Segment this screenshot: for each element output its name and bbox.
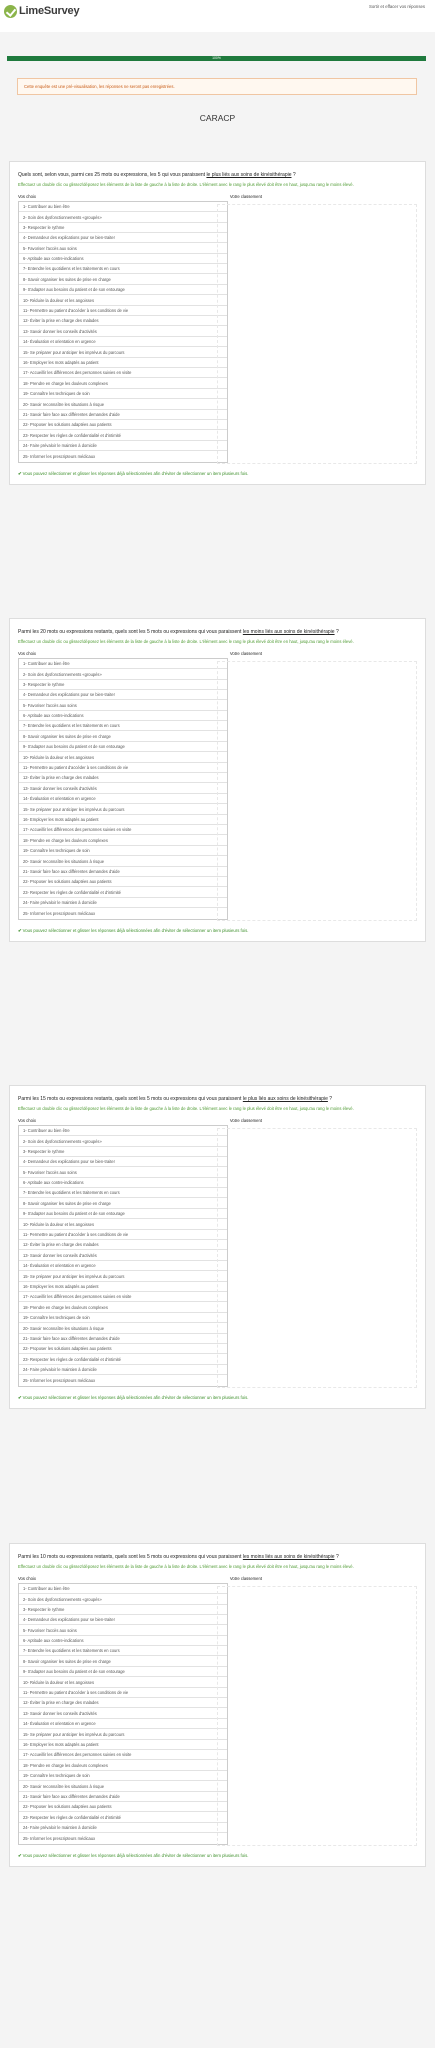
progress-bar [7,56,426,61]
choice-item[interactable]: 11- Permettre au patient d'accéder à ses conditions de vie [19,763,227,773]
choice-item[interactable]: 2- Soin des dysfonctionnements «groupés» [19,212,227,222]
choice-item[interactable]: 22- Proposer les solutions adaptées aux patients [19,877,227,887]
choice-item[interactable]: 2- Soin des dysfonctionnements «groupés» [19,669,227,679]
ranking-note-text: Vous pouvez sélectionner et glisser les réponses déjà sélectionnées afin d'éviter de sélectionner un item plusieurs fois. [22,1852,249,1858]
choice-item[interactable]: 12- Éviter la prise en charge des malades [19,1698,227,1708]
question-text-end: ? [334,629,339,635]
choices-header: Vos choix [18,1117,36,1123]
ranking-note [18,471,417,476]
choice-item[interactable]: 14- Évaluation et orientation en urgence [19,794,227,804]
ranking-note-text: Vous pouvez sélectionner et glisser les réponses déjà sélectionnées afin d'éviter de sélectionner un item plusieurs fois. [22,927,249,933]
choice-item[interactable]: 20- Savoir reconnaître les situations à risque [19,1323,227,1333]
ranking-dropzone[interactable] [217,1128,417,1388]
choice-item[interactable]: 1- Contribuer au bien être [19,202,227,212]
ranking-header: Votre classement [229,1117,262,1123]
ranking-header: Votre classement [229,193,262,199]
top-bar [0,0,435,32]
choice-item[interactable]: 19- Connaître les techniques de soin [19,1313,227,1323]
ranking-dropzone[interactable] [217,1586,417,1846]
choice-item[interactable]: 4- Demandeur des explications pour se bien-traiter [19,233,227,243]
ranking-header: Votre classement [229,650,262,656]
choice-item[interactable]: 15- Se préparer pour anticiper les imprévus du parcours [19,347,227,357]
choice-item[interactable]: 19- Connaître les techniques de soin [19,846,227,856]
choice-item[interactable]: 5- Favoriser l'accès aux soins [19,700,227,710]
choice-item[interactable]: 1- Contribuer au bien être [19,659,227,669]
question-text-end: ? [327,1096,333,1102]
choice-item[interactable]: 5- Favoriser l'accès aux soins [19,1167,227,1177]
choice-item[interactable]: 13- Savoir donner les conseils d'activités [19,1708,227,1718]
choice-item[interactable]: 17- Accueillir les différences des personnes suivies en visite [19,1292,227,1302]
choice-item[interactable]: 18- Prendre en charge les douleurs complexes [19,835,227,845]
choices-list [18,1125,228,1387]
preview-alert: Cette enquête est une pré-visualisation, les réponses ne seront pas enregistrées. [17,78,417,95]
choice-item[interactable]: 13- Savoir donner les conseils d'activités [19,1250,227,1260]
question-help: Effectuez un double clic ou glissez/déposez les éléments de la liste de gauche à la liste de droite. L'élément avec le rang le plus élevé doit être en haut, jusqu'au rang le moins élevé. [18,1106,354,1112]
choice-item[interactable]: 21- Savoir faire face aux différentes demandes d'aide [19,867,227,877]
choice-item[interactable]: 8- Savoir organiser les suites de prise en charge [19,1656,227,1666]
choice-item[interactable]: 20- Savoir reconnaître les situations à risque [19,1781,227,1791]
choice-item[interactable]: 19- Connaître les techniques de soin [19,1771,227,1781]
ranking-dropzone[interactable] [217,204,417,464]
choice-item[interactable]: 25- Informer les prescripteurs médicaux [23,1377,96,1383]
choice-item[interactable]: 7- Entendre les quotidiens et les traitements en cours [19,1188,227,1198]
question-card [9,1085,426,1409]
choice-item[interactable]: 22- Proposer les solutions adaptées aux patients [19,1344,227,1354]
progress-fill: 100% [7,56,426,61]
choices-list [18,658,228,920]
choice-item[interactable]: 1- Contribuer au bien être [19,1584,227,1594]
choice-item[interactable]: 6- Aptitude aux contre-indications [19,254,227,264]
question-text [18,172,417,178]
column-headers [18,1118,417,1123]
question-card [9,1543,426,1867]
column-headers [18,651,417,656]
choice-item[interactable]: 5- Favoriser l'accès aux soins [19,243,227,253]
question-highlight: les moins liés aux soins de kinésithérapie [242,1554,335,1560]
choice-item[interactable]: 25- Informer les prescripteurs médicaux [23,1835,96,1841]
choice-item[interactable]: 23- Respecter les règles de confidentialité et d'intimité [19,887,227,897]
choice-item[interactable]: 24- Faire prévaloir le maintien à domicile [19,1365,227,1375]
choice-item[interactable]: 17- Accueillir les différences des personnes suivies en visite [19,825,227,835]
choices-list [18,201,228,463]
question-text-end: ? [291,172,296,178]
choice-item[interactable]: 16- Employer les mots adaptés au patient [19,358,227,368]
question-help: Effectuez un double clic ou glissez/déposez les éléments de la liste de gauche à la liste de droite. L'élément avec le rang le plus élevé doit être en haut, jusqu'au rang le moins élevé. [18,182,354,188]
exit-clear-link[interactable]: Sortir et effacer vos réponses [368,4,425,9]
choice-item[interactable]: 9- S'adapter aux besoins du patient et de son entourage [19,1667,227,1677]
choice-item[interactable]: 14- Évaluation et orientation en urgence [19,1261,227,1271]
choice-item[interactable]: 22- Proposer les solutions adaptées aux patients [19,420,227,430]
choice-item[interactable]: 16- Employer les mots adaptés au patient [19,1740,227,1750]
choice-item[interactable]: 3- Respecter le rythme [19,680,227,690]
choice-item[interactable]: 23- Respecter les règles de confidentialité et d'intimité [19,430,227,440]
ranking-note [18,928,417,933]
choice-item[interactable]: 11- Permettre au patient d'accéder à ses conditions de vie [19,1688,227,1698]
choice-item[interactable]: 2- Soin des dysfonctionnements «groupés» [19,1594,227,1604]
ranking-note-text: Vous pouvez sélectionner et glisser les réponses déjà sélectionnées afin d'éviter de sélectionner un item plusieurs fois. [22,1394,249,1400]
choice-item[interactable]: 13- Savoir donner les conseils d'activités [19,326,227,336]
choice-item[interactable]: 7- Entendre les quotidiens et les traitements en cours [19,1646,227,1656]
choice-item[interactable]: 10- Réduire la douleur et les angoisses [19,1677,227,1687]
choice-item[interactable]: 12- Éviter la prise en charge des malades [19,773,227,783]
choice-item[interactable]: 5- Favoriser l'accès aux soins [19,1625,227,1635]
choice-item[interactable]: 20- Savoir reconnaître les situations à risque [19,399,227,409]
ranking-note [18,1395,417,1400]
choice-item[interactable]: 12- Éviter la prise en charge des malades [19,316,227,326]
question-help: Effectuez un double clic ou glissez/déposez les éléments de la liste de gauche à la liste de droite. L'élément avec le rang le plus élevé doit être en haut, jusqu'au rang le moins élevé. [18,639,354,645]
choice-item[interactable]: 17- Accueillir les différences des personnes suivies en visite [19,368,227,378]
choice-item[interactable]: 24- Faire prévaloir le maintien à domicile [19,1823,227,1833]
choice-item[interactable]: 15- Se préparer pour anticiper les imprévus du parcours [19,804,227,814]
choice-item[interactable]: 10- Réduire la douleur et les angoisses [19,752,227,762]
choice-item[interactable]: 22- Proposer les solutions adaptées aux patients [19,1802,227,1812]
check-icon: ✔ [18,1852,22,1858]
question-card [9,161,426,485]
choice-item[interactable]: 23- Respecter les règles de confidentialité et d'intimité [19,1354,227,1364]
ranking-dropzone[interactable] [217,661,417,921]
choice-item[interactable]: 3- Respecter le rythme [19,223,227,233]
choice-item[interactable]: 7- Entendre les quotidiens et les traitements en cours [19,264,227,274]
choice-item[interactable]: 11- Permettre au patient d'accéder à ses conditions de vie [19,306,227,316]
question-text-start: Parmi les 20 mots ou expressions restants, quels sont les 5 mots ou expressions qui vous paraissent [18,629,243,635]
column-headers [18,194,417,199]
choices-header: Vos choix [18,650,36,656]
choice-item[interactable]: 18- Prendre en charge les douleurs complexes [19,1760,227,1770]
choice-item[interactable]: 7- Entendre les quotidiens et les traitements en cours [19,721,227,731]
choice-item[interactable]: 9- S'adapter aux besoins du patient et de son entourage [19,742,227,752]
question-text [18,629,417,635]
question-text-start: Parmi les 10 mots ou expressions restants, quels sont les 5 mots ou expressions qui vous paraissent [18,1554,243,1560]
question-help: Effectuez un double clic ou glissez/déposez les éléments de la liste de gauche à la liste de droite. L'élément avec le rang le plus élevé doit être en haut, jusqu'au rang le moins élevé. [18,1564,354,1570]
ranking-note [18,1853,417,1858]
choice-item[interactable]: 9- S'adapter aux besoins du patient et de son entourage [19,285,227,295]
choice-item[interactable]: 8- Savoir organiser les suites de prise en charge [19,731,227,741]
ranking-note-text: Vous pouvez sélectionner et glisser les réponses déjà sélectionnées afin d'éviter de sélectionner un item plusieurs fois. [22,470,249,476]
ranking-header: Votre classement [229,1575,262,1581]
choice-item[interactable]: 20- Savoir reconnaître les situations à risque [19,856,227,866]
choice-item[interactable]: 6- Aptitude aux contre-indications [19,1636,227,1646]
choice-item[interactable]: 6- Aptitude aux contre-indications [19,711,227,721]
choices-list [18,1583,228,1845]
choice-item[interactable]: 12- Éviter la prise en charge des malades [19,1240,227,1250]
choice-item[interactable]: 21- Savoir faire face aux différentes demandes d'aide [19,1792,227,1802]
choice-item[interactable]: 4- Demandeur des explications pour se bien-traiter [19,1615,227,1625]
limesurvey-logo-icon [4,5,17,18]
choice-item[interactable]: 19- Connaître les techniques de soin [19,389,227,399]
check-icon: ✔ [18,1394,22,1400]
choice-item[interactable]: 3- Respecter le rythme [19,1605,227,1615]
choice-item[interactable]: 18- Prendre en charge les douleurs complexes [19,1302,227,1312]
check-icon: ✔ [18,470,22,476]
choice-item[interactable]: 17- Accueillir les différences des personnes suivies en visite [19,1750,227,1760]
choice-item[interactable]: 11- Permettre au patient d'accéder à ses conditions de vie [19,1230,227,1240]
choice-item[interactable]: 23- Respecter les règles de confidentialité et d'intimité [19,1812,227,1822]
choice-item[interactable]: 2- Soin des dysfonctionnements «groupés» [19,1136,227,1146]
choice-item[interactable]: 8- Savoir organiser les suites de prise en charge [19,1198,227,1208]
choice-item[interactable]: 25- Informer les prescripteurs médicaux [23,910,96,916]
question-text-start: Quels sont, selon vous, parmi ces 25 mots ou expressions, les 5 qui vous paraissent [18,172,207,178]
choices-header: Vos choix [18,1575,36,1581]
survey-title: CARACP [199,113,236,123]
question-highlight: le plus liés aux soins de kinésithérapie [206,172,292,178]
choice-item[interactable]: 25- Informer les prescripteurs médicaux [23,453,96,459]
brand-logo [4,5,79,19]
choice-item[interactable]: 15- Se préparer pour anticiper les imprévus du parcours [19,1271,227,1281]
question-text [18,1554,417,1560]
choice-item[interactable]: 9- S'adapter aux besoins du patient et de son entourage [19,1209,227,1219]
choice-item[interactable]: 24- Faire prévaloir le maintien à domicile [19,898,227,908]
choice-item[interactable]: 10- Réduire la douleur et les angoisses [19,295,227,305]
choice-item[interactable]: 15- Se préparer pour anticiper les imprévus du parcours [19,1729,227,1739]
choice-item[interactable]: 10- Réduire la douleur et les angoisses [19,1219,227,1229]
choice-item[interactable]: 4- Demandeur des explications pour se bien-traiter [19,1157,227,1167]
choice-item[interactable]: 16- Employer les mots adaptés au patient [19,1282,227,1292]
check-icon: ✔ [18,927,22,933]
choice-item[interactable]: 3- Respecter le rythme [19,1147,227,1157]
choice-item[interactable]: 18- Prendre en charge les douleurs complexes [19,378,227,388]
question-text-start: Parmi les 15 mots ou expressions restants, quels sont les 5 mots ou expressions qui vous paraissent [18,1096,243,1102]
question-text-end: ? [334,1554,339,1560]
question-highlight: le plus liés aux soins de kinésithérapie [242,1096,328,1102]
choice-item[interactable]: 14- Évaluation et orientation en urgence [19,337,227,347]
choice-item[interactable]: 21- Savoir faire face aux différentes demandes d'aide [19,1334,227,1344]
choice-item[interactable]: 6- Aptitude aux contre-indications [19,1178,227,1188]
question-text [18,1096,417,1102]
choice-item[interactable]: 8- Savoir organiser les suites de prise en charge [19,274,227,284]
question-card [9,618,426,942]
question-highlight: les moins liés aux soins de kinésithérapie [242,629,335,635]
choice-item[interactable]: 1- Contribuer au bien être [19,1126,227,1136]
choice-item[interactable]: 13- Savoir donner les conseils d'activités [19,783,227,793]
choice-item[interactable]: 16- Employer les mots adaptés au patient [19,815,227,825]
choice-item[interactable]: 4- Demandeur des explications pour se bien-traiter [19,690,227,700]
choice-item[interactable]: 21- Savoir faire face aux différentes demandes d'aide [19,410,227,420]
choices-header: Vos choix [18,193,36,199]
choice-item[interactable]: 24- Faire prévaloir le maintien à domicile [19,441,227,451]
choice-item[interactable]: 14- Évaluation et orientation en urgence [19,1719,227,1729]
column-headers [18,1576,417,1581]
brand-name: LimeSurvey [19,5,80,17]
